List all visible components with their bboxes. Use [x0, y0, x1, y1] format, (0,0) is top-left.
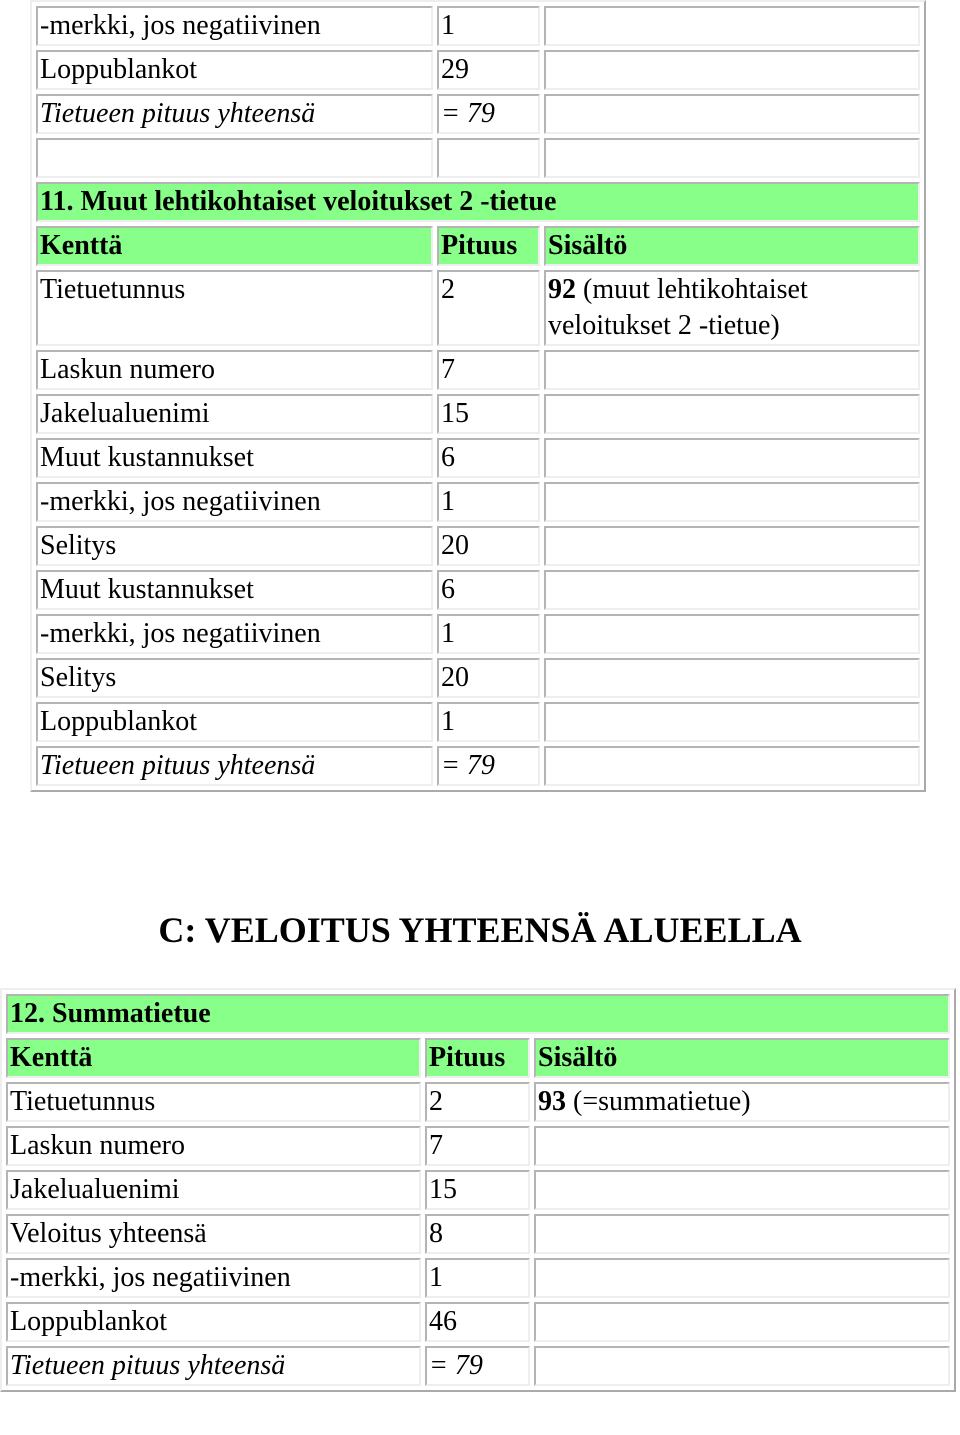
field-length-cell: 1: [437, 702, 540, 742]
field-content-cell: [544, 138, 920, 178]
table-row: [36, 746, 920, 786]
field-length-cell: 6: [437, 570, 540, 610]
field-length-cell: = 79: [437, 746, 540, 786]
field-content-cell: [544, 6, 920, 46]
field-name-cell: Laskun numero: [36, 350, 433, 390]
field-content-cell: [544, 614, 920, 654]
field-name-cell: Selitys: [36, 658, 433, 698]
record-table-12: [0, 988, 956, 1392]
field-name-cell: -merkki, jos negatiivinen: [36, 6, 433, 46]
field-length-cell: 20: [437, 658, 540, 698]
field-length-cell: 1: [437, 482, 540, 522]
field-length-cell: 29: [437, 50, 540, 90]
record-title: 11. Muut lehtikohtaiset veloitukset 2 -tietue: [36, 182, 920, 222]
field-length-cell: 6: [437, 438, 540, 478]
field-name-cell: Muut kustannukset: [36, 438, 433, 478]
column-header-content: Sisältö: [544, 226, 920, 266]
field-name-cell: Jakelualuenimi: [36, 394, 433, 434]
record-title-row: [6, 994, 950, 1034]
record-code: 93: [538, 1086, 566, 1117]
field-content-cell: [534, 1126, 950, 1166]
field-name-cell: Tietueen pituus yhteensä: [36, 746, 433, 786]
table-row: [36, 570, 920, 610]
table-row: [6, 1302, 950, 1342]
table-row: [6, 1214, 950, 1254]
field-content-cell: [544, 438, 920, 478]
field-length-cell: 2: [425, 1082, 530, 1122]
field-content-cell: [534, 1214, 950, 1254]
column-header-row: [36, 226, 920, 266]
column-header-content: Sisältö: [534, 1038, 950, 1078]
column-header-row: [6, 1038, 950, 1078]
field-content-cell: [534, 1258, 950, 1298]
field-content-cell: [544, 570, 920, 610]
table-row: [36, 394, 920, 434]
column-header-length: Pituus: [437, 226, 540, 266]
table-row: [6, 1170, 950, 1210]
field-name-cell: Jakelualuenimi: [6, 1170, 421, 1210]
field-length-cell: 15: [425, 1170, 530, 1210]
field-name-cell: Loppublankot: [6, 1302, 421, 1342]
field-content-cell: [544, 50, 920, 90]
table-row: [6, 1258, 950, 1298]
field-content-cell: [544, 270, 920, 346]
field-name-cell: Selitys: [36, 526, 433, 566]
table-row: [6, 1126, 950, 1166]
field-content-cell: [534, 1302, 950, 1342]
field-length-cell: 1: [425, 1258, 530, 1298]
field-length-cell: = 79: [425, 1346, 530, 1386]
table-row: [36, 614, 920, 654]
table-row: [36, 50, 920, 90]
section-heading: C: VELOITUS YHTEENSÄ ALUEELLA: [158, 910, 802, 950]
content-description: (muut lehtikohtaiset veloitukset 2 -tietue): [548, 274, 808, 341]
table-row: [36, 526, 920, 566]
field-name-cell: Tietueen pituus yhteensä: [36, 94, 433, 134]
field-length-cell: 7: [437, 350, 540, 390]
field-content-cell: [544, 350, 920, 390]
field-length-cell: [437, 138, 540, 178]
field-name-cell: Tietuetunnus: [36, 270, 433, 346]
field-name-cell: -merkki, jos negatiivinen: [6, 1258, 421, 1298]
record-table-11: [30, 0, 926, 792]
field-name-cell: -merkki, jos negatiivinen: [36, 614, 433, 654]
content-description: (=summatietue): [566, 1086, 751, 1117]
record-table-11-body: [36, 6, 920, 786]
field-name-cell: Tietueen pituus yhteensä: [6, 1346, 421, 1386]
field-length-cell: 8: [425, 1214, 530, 1254]
field-name-cell: Muut kustannukset: [36, 570, 433, 610]
field-content-cell: [544, 702, 920, 742]
field-content-cell: [534, 1170, 950, 1210]
field-content-cell: [534, 1346, 950, 1386]
table-row: [36, 482, 920, 522]
column-header-field: Kenttä: [36, 226, 433, 266]
column-header-field: Kenttä: [6, 1038, 421, 1078]
field-name-cell: Loppublankot: [36, 50, 433, 90]
field-length-cell: 7: [425, 1126, 530, 1166]
column-header-length: Pituus: [425, 1038, 530, 1078]
field-content-cell: [534, 1082, 950, 1122]
field-name-cell: Veloitus yhteensä: [6, 1214, 421, 1254]
field-content-cell: [544, 658, 920, 698]
field-length-cell: 20: [437, 526, 540, 566]
table-row: [36, 702, 920, 742]
field-name-cell: Loppublankot: [36, 702, 433, 742]
field-name-cell: -merkki, jos negatiivinen: [36, 482, 433, 522]
record-title: 12. Summatietue: [6, 994, 950, 1034]
record-code: 92: [548, 274, 576, 305]
field-content-cell: [544, 94, 920, 134]
field-length-cell: 2: [437, 270, 540, 346]
field-content-cell: [544, 482, 920, 522]
field-length-cell: = 79: [437, 94, 540, 134]
table-row: [36, 438, 920, 478]
field-content-cell: [544, 746, 920, 786]
field-length-cell: 15: [437, 394, 540, 434]
field-name-cell: [36, 138, 433, 178]
table-row: [36, 350, 920, 390]
field-length-cell: 46: [425, 1302, 530, 1342]
table-row: [36, 138, 920, 178]
table-row: [6, 1082, 950, 1122]
field-name-cell: Laskun numero: [6, 1126, 421, 1166]
record-table-12-body: [6, 994, 950, 1386]
record-title-row: [36, 182, 920, 222]
field-content-cell: [544, 394, 920, 434]
field-name-cell: Tietuetunnus: [6, 1082, 421, 1122]
table-row: [36, 270, 920, 346]
table-row: [6, 1346, 950, 1386]
field-length-cell: 1: [437, 6, 540, 46]
table-row: [36, 6, 920, 46]
table-row: [36, 658, 920, 698]
field-length-cell: 1: [437, 614, 540, 654]
table-row: [36, 94, 920, 134]
field-content-cell: [544, 526, 920, 566]
